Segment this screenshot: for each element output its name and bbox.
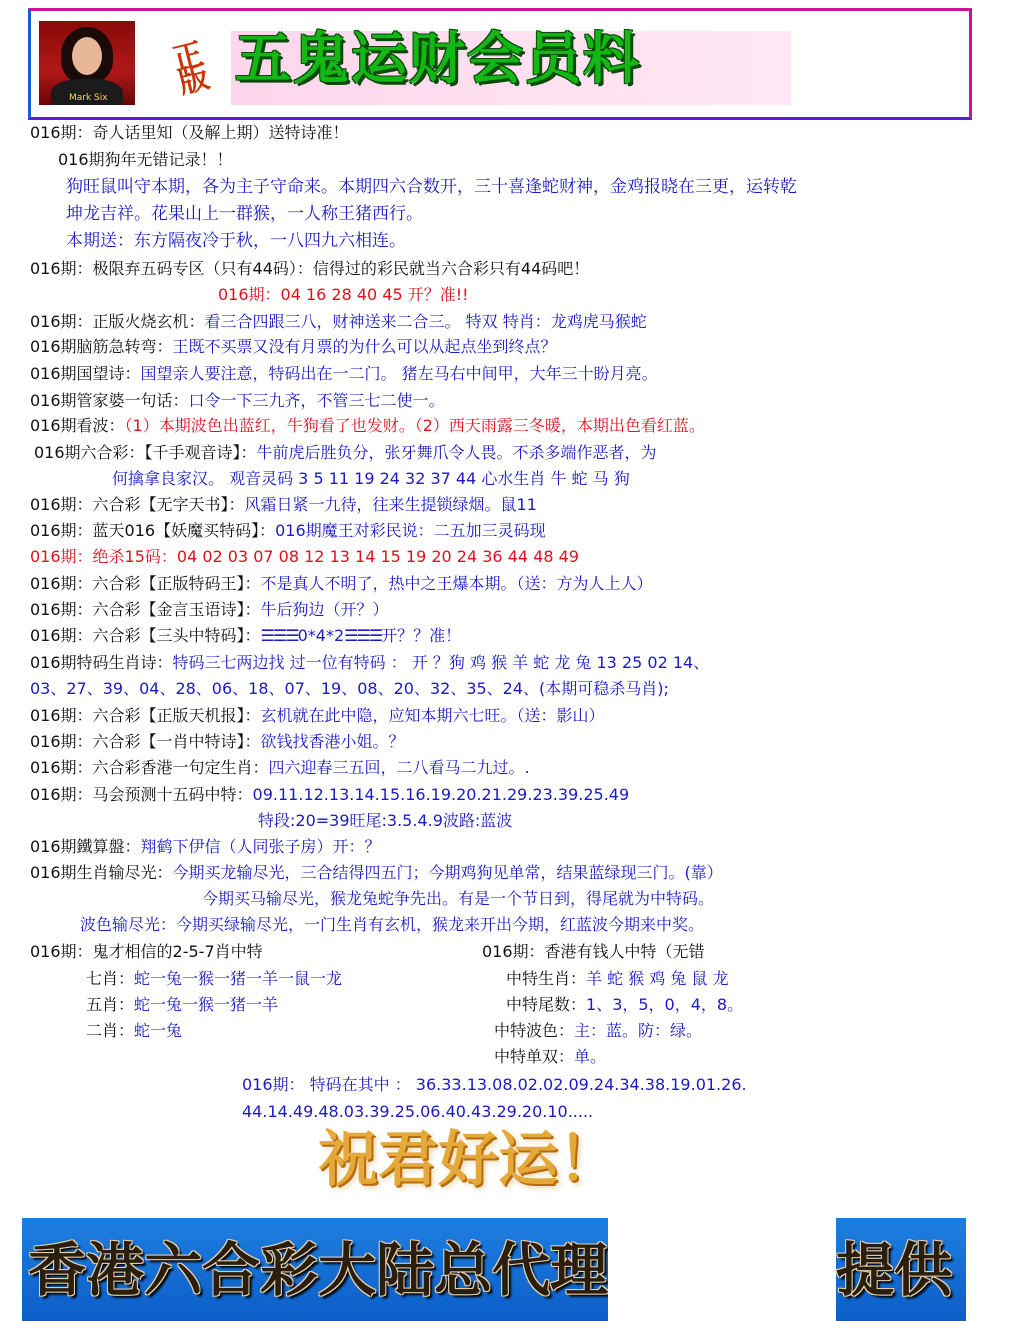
line-1: 016期：奇人话里知（及解上期）送特诗准！	[30, 123, 349, 142]
good-luck-greeting: 祝君好运！	[318, 1125, 618, 1195]
line-27: 特段:20=39旺尾:3.5.4.9波路:蓝波	[258, 811, 513, 830]
line-11: 016期管家婆一句话：口令一下三九齐，不管三七二使一。	[30, 391, 445, 410]
left-row-3: 二肖：蛇一兔	[86, 1021, 183, 1040]
footer-banner	[22, 1218, 966, 1321]
line-21: 016期特码生肖诗：特码三七两边找 过一位有特码 ： 开 ？狗 鸡 猴 羊 蛇 龙 兔 13 25 02 14、	[30, 653, 710, 672]
line-31: 波色输尽光：今期买绿输尽光，一门生肖有玄机，猴龙来开出今期，红蓝波今期来中奖。	[80, 915, 705, 934]
right-row-3: 中特波色：主：蓝。防：绿。	[494, 1021, 703, 1040]
line-20: 016期：六合彩【三头中特码】：☰☰☰0*4*2☰☰☰开？？准！	[30, 626, 462, 645]
poem-line-1: 狗旺鼠叫守本期，各为主子守命来。本期四六合数开，三十喜逢蛇财神，金鸡报晓在三更，运转乾	[66, 177, 797, 197]
final-line-1: 016期： 特码在其中 ： 36.33.13.08.02.02.09.24.34.38.19.01.26.	[242, 1075, 747, 1094]
page-title: 五鬼运财会员料	[235, 27, 641, 92]
poem-line-3: 本期送：东方隔夜冷于秋，一八四九六相连。	[66, 231, 406, 251]
line-14: 何擒拿良家汉。 观音灵码 3 5 11 19 24 32 37 44 心水生肖 牛 蛇 马 狗	[112, 469, 630, 488]
line-7: 016期：04 16 28 40 45 开？准!!	[218, 285, 469, 304]
line-28: 016期鐵算盤：翔鹤下伊信（人同张子房）开：？	[30, 837, 381, 856]
footer-blank-area	[608, 1218, 836, 1321]
line-26: 016期：马会预测十五码中特：09.11.12.13.14.15.16.19.20.21.29.23.39.25.49	[30, 785, 630, 804]
left-row-2: 五肖：蛇一兔一猴一猪一羊	[86, 995, 279, 1014]
line-6: 016期：极限弃五码专区（只有44码）：信得过的彩民就当六合彩只有44码吧！	[30, 259, 590, 278]
line-16: 016期：蓝天016【妖魔买特码】：016期魔王对彩民说：二五加三灵码现	[30, 521, 546, 540]
line-2: 016期狗年无错记录！！	[58, 150, 233, 169]
line-12: 016期看波：（1）本期波色出蓝红，牛狗看了也发财。（2）西天雨露三冬暖，本期出色看红蓝。	[30, 416, 705, 435]
line-30: 今期买马输尽光，猴龙兔蛇争先出。有是一个节日到，得尾就为中特码。	[202, 889, 715, 908]
line-8: 016期：正版火烧玄机：看三合四跟三八，财神送来二合三。 特双 特肖：龙鸡虎马猴蛇	[30, 312, 647, 331]
line-22: 03、27、39、04、28、06、18、07、19、08、20、32、35、24、(本期可稳杀马肖);	[30, 679, 669, 698]
right-row-1: 中特生肖：羊 蛇 猴 鸡 兔 鼠 龙	[506, 969, 729, 988]
footer-agent-text: 香港六合彩大陆总代理	[28, 1236, 609, 1304]
line-24: 016期：六合彩【一肖中特诗】：欲钱找香港小姐。？	[30, 732, 405, 751]
footer-provided-text: 提供	[836, 1236, 953, 1304]
line-29: 016期生肖输尽光：今期买龙输尽光，三合结得四五门；今期鸡狗见单常，结果蓝绿现三门。(靠）	[30, 863, 723, 882]
line-17: 016期：绝杀15码：04 02 03 07 08 12 13 14 15 19 20 24 36 44 48 49	[30, 547, 579, 566]
poem-line-2: 坤龙吉祥。花果山上一群猴，一人称王猪西行。	[66, 204, 423, 224]
final-line-2: 44.14.49.48.03.39.25.06.40.43.29.20.10.....	[242, 1102, 594, 1121]
left-row-1: 七肖：蛇一兔一猴一猪一羊一鼠一龙	[86, 969, 343, 988]
right-row-2: 中特尾数：1、3，5，0，4，8。	[506, 995, 744, 1014]
right-row-4: 中特单双：单。	[494, 1047, 607, 1066]
bars-left-icon: ☰☰☰	[260, 626, 298, 645]
right-block-title: 016期：香港有钱人中特（无错	[482, 942, 705, 961]
line-23: 016期：六合彩【正版天机报】：玄机就在此中隐，应知本期六七旺。（送：影山）	[30, 706, 605, 725]
photo-tag: Mark Six	[69, 93, 108, 103]
line-19: 016期：六合彩【金言玉语诗】：牛后狗边（开？）	[30, 600, 389, 619]
left-block-title: 016期：鬼才相信的2-5-7肖中特	[30, 942, 263, 961]
portrait-photo	[39, 21, 135, 105]
line-13: 016期六合彩：【千手观音诗】：牛前虎后胜负分，张牙舞爪令人畏。不杀多端作恶者，为	[34, 443, 657, 462]
line-25: 016期：六合彩香港一句定生肖：四六迎春三五回，二八看马二九过。.	[30, 758, 530, 777]
bars-right-icon: ☰☰☰	[344, 626, 382, 645]
line-15: 016期：六合彩【无字天书】：风霜日紧一九待，往来生提锁绿烟。鼠11	[30, 495, 537, 514]
zhengban-stamp: 正版	[163, 37, 210, 93]
header-banner	[28, 8, 972, 120]
line-9: 016期脑筋急转弯：王既不买票又没有月票的为什么可以从起点坐到终点？	[30, 337, 557, 356]
line-18: 016期：六合彩【正版特码王】：不是真人不明了，热中之王爆本期。（送：方为人上人）	[30, 574, 653, 593]
line-10: 016期国望诗：国望亲人要注意，特码出在一二门。 猪左马右中间甲，大年三十盼月亮。	[30, 364, 658, 383]
